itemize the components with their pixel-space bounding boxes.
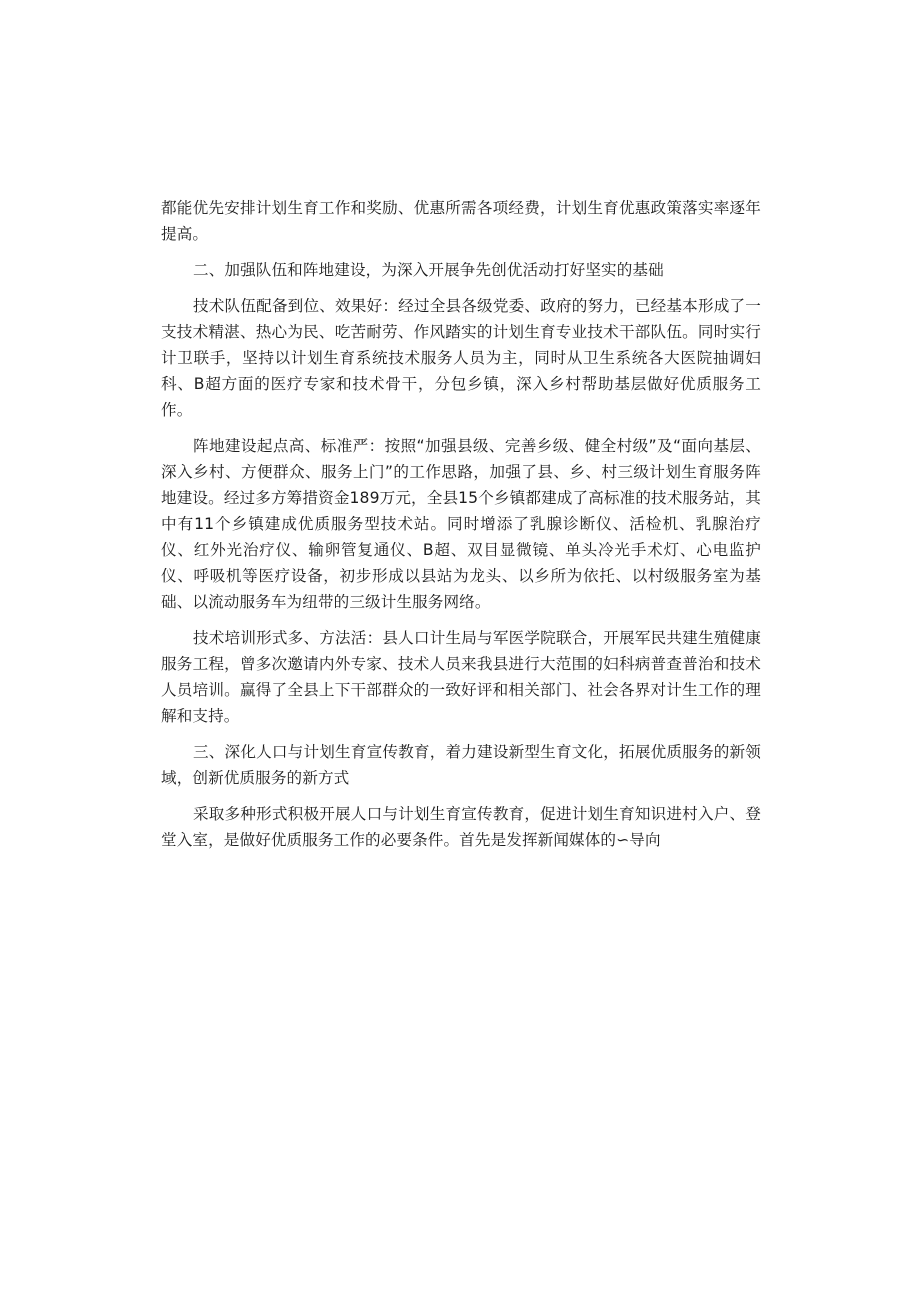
paragraph-position-construction: 阵地建设起点高、标准严：按照“加强县级、完善乡级、健全村级”及“面向基层、深入乡村、方便群众、服务上门”的工作思路，加强了县、乡、村三级计划生育服务阵地建设。经过多方筹措资金189万元，全县15个乡镇都建成了高标准的技术服务站，其中有11个乡镇建成优质服务型技术站。同时增添了乳腺诊断仪、活检机、乳腺治疗仪、红外光治疗仪、输卵管复通仪、B超、双目显微镜、单头冷光手术灯、心电监护仪、呼吸机等医疗设备，初步形成以县站为龙头、以乡所为依托、以村级服务室为基础、以流动服务车为纽带的三级计生服务网络。 <box>161 437 761 611</box>
paragraph-technical-training: 技术培训形式多、方法活：县人口计生局与军医学院联合，开展军民共建生殖健康服务工程，曾多次邀请内外专家、技术人员来我县进行大范围的妇科病普查普治和技术人员培训。赢得了全县上下干部群众的一致好评和相关部门、社会各界对计生工作的理解和支持。 <box>161 629 761 725</box>
document-page <box>161 195 761 853</box>
section-heading-3: 三、深化人口与计划生育宣传教育，着力建设新型生育文化，拓展优质服务的新领域，创新优质服务的新方式 <box>161 743 761 787</box>
section-heading-2: 二、加强队伍和阵地建设，为深入开展争先创优活动打好坚实的基础 <box>193 261 664 279</box>
paragraph-publicity-education: 采取多种形式积极开展人口与计划生育宣传教育，促进计划生育知识进村入户、登堂入室，是做好优质服务工作的必要条件。首先是发挥新闻媒体的∽导向 <box>161 805 761 849</box>
paragraph-continuation: 都能优先安排计划生育工作和奖励、优惠所需各项经费，计划生育优惠政策落实率逐年提高。 <box>161 199 761 243</box>
paragraph-technical-team: 技术队伍配备到位、效果好：经过全县各级党委、政府的努力，已经基本形成了一支技术精湛、热心为民、吃苦耐劳、作风踏实的计划生育专业技术干部队伍。同时实行计卫联手，坚持以计划生育系统技术服务人员为主，同时从卫生系统各大医院抽调妇科、B超方面的医疗专家和技术骨干，分包乡镇，深入乡村帮助基层做好优质服务工作。 <box>161 297 761 419</box>
